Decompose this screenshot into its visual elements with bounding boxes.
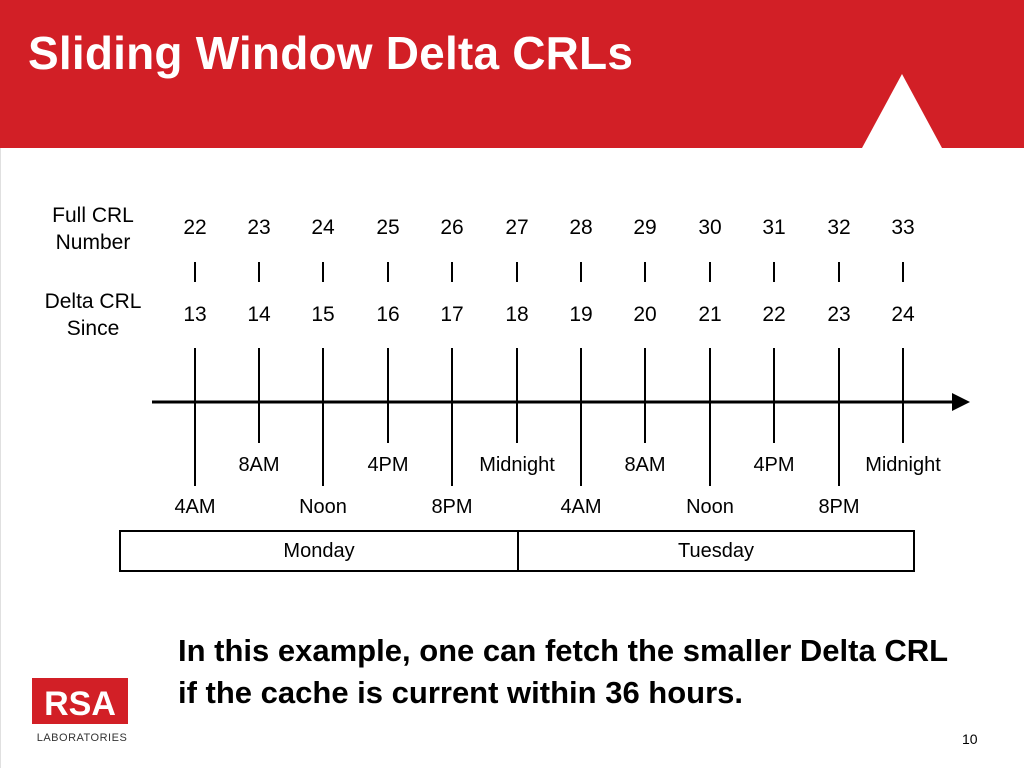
crl-link-separator [580, 262, 582, 282]
crl-link-separator [194, 262, 196, 282]
full-crl-number: 31 [762, 216, 786, 239]
full-crl-label [28, 202, 158, 256]
delta-crl-since-number: 15 [311, 303, 335, 326]
full-crl-number: 26 [440, 216, 464, 239]
time-label-lower: 4AM [174, 496, 216, 518]
time-label-upper: 4PM [753, 454, 795, 476]
full-crl-number: 30 [698, 216, 722, 239]
crl-link-separator [773, 262, 775, 282]
delta-crl-since-number: 18 [505, 303, 529, 326]
crl-link-separator [322, 262, 324, 282]
time-label-upper: 8AM [238, 454, 280, 476]
crl-link-separator [902, 262, 904, 282]
delta-crl-label-line-1: Delta CRL [44, 290, 142, 313]
time-label-upper: 4PM [367, 454, 409, 476]
full-crl-number: 27 [505, 216, 529, 239]
left-border [0, 148, 1, 768]
day-monday: Monday [283, 540, 355, 562]
delta-crl-since-number: 23 [827, 303, 851, 326]
delta-crl-since-number: 22 [762, 303, 786, 326]
crl-link-separator [451, 262, 453, 282]
full-crl-number: 33 [891, 216, 915, 239]
delta-crl-since-number: 16 [376, 303, 400, 326]
timeline-arrowhead [952, 393, 970, 411]
full-crl-number: 32 [827, 216, 851, 239]
day-band [119, 530, 915, 572]
delta-crl-since-number: 13 [183, 303, 207, 326]
time-label-upper: Midnight [865, 454, 941, 476]
time-label-lower: 4AM [560, 496, 602, 518]
full-crl-label-line-1: Full CRL [52, 204, 134, 227]
delta-crl-since-number: 21 [698, 303, 722, 326]
full-crl-number: 25 [376, 216, 400, 239]
delta-crl-since-number: 24 [891, 303, 915, 326]
delta-crl-since-number: 20 [633, 303, 657, 326]
time-label-lower: Noon [686, 496, 734, 518]
full-crl-label-line-2: Number [55, 231, 131, 254]
triangle-icon [862, 74, 942, 148]
crl-link-separator [258, 262, 260, 282]
title-bar [0, 0, 1024, 148]
full-crl-number: 22 [183, 216, 207, 239]
crl-link-separator [387, 262, 389, 282]
slide-title: Sliding Window Delta CRLs [28, 27, 634, 79]
delta-crl-since-number: 17 [440, 303, 464, 326]
delta-crl-label-line-2: Since [66, 317, 120, 340]
svg-text:LABORATORIES: LABORATORIES [36, 732, 128, 744]
crl-link-separator [838, 262, 840, 282]
time-label-upper: Midnight [479, 454, 555, 476]
full-crl-number: 24 [311, 216, 335, 239]
full-crl-number: 29 [633, 216, 657, 239]
full-crl-number: 23 [247, 216, 271, 239]
svg-text:RSA: RSA [44, 685, 116, 723]
caption-text: In this example, one can fetch the smaller Delta CRL if the cache is current within 36 hours. [178, 633, 948, 710]
crl-link-separator [516, 262, 518, 282]
crl-link-separator [644, 262, 646, 282]
time-label-upper: 8AM [624, 454, 666, 476]
page-number: 10 [962, 731, 978, 747]
time-label-lower: 8PM [818, 496, 860, 518]
time-label-lower: 8PM [431, 496, 473, 518]
day-tuesday: Tuesday [678, 540, 754, 562]
time-label-lower: Noon [299, 496, 347, 518]
full-crl-number: 28 [569, 216, 593, 239]
delta-crl-since-number: 19 [569, 303, 593, 326]
delta-crl-since-number: 14 [247, 303, 271, 326]
crl-link-separator [709, 262, 711, 282]
delta-crl-label [28, 288, 158, 342]
rsa-laboratories-logo [24, 674, 144, 746]
